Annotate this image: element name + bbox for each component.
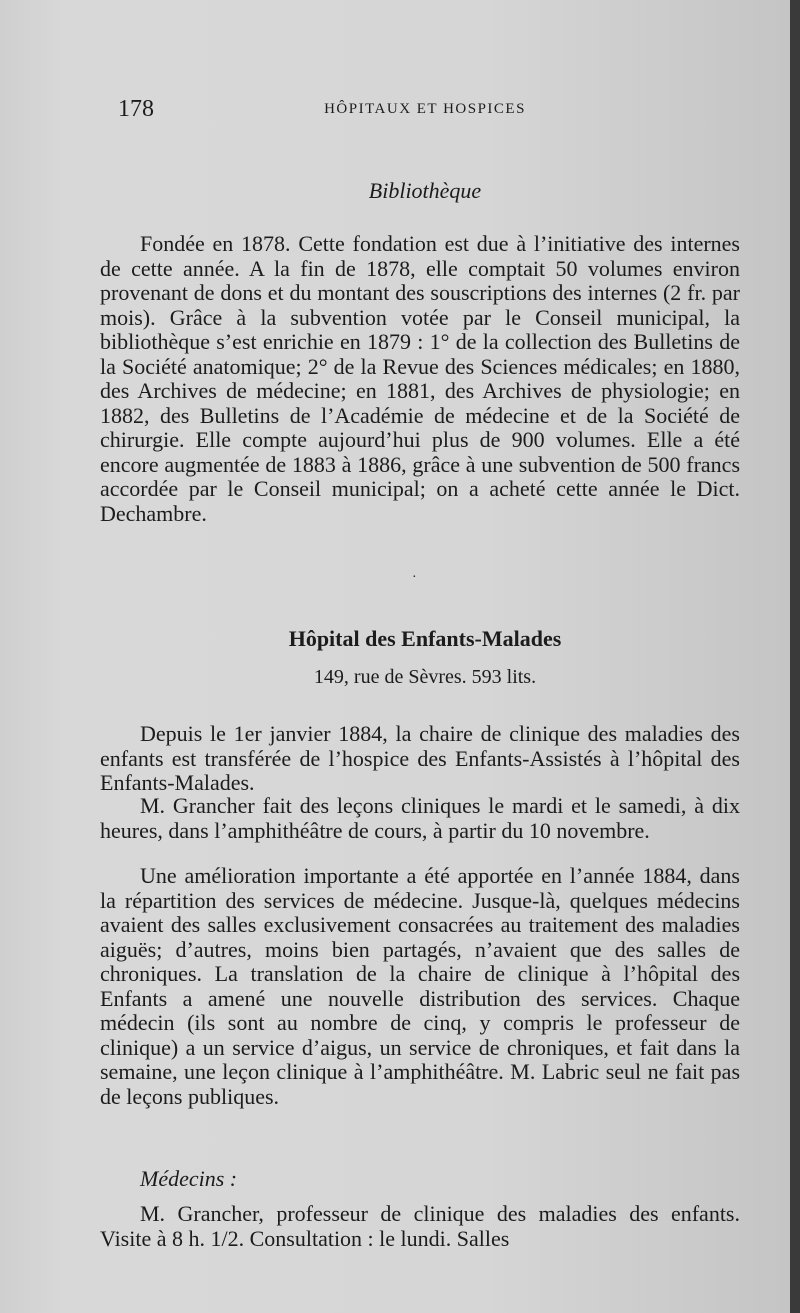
medecins-paragraph [100, 1202, 740, 1251]
page-edge-shadow [790, 0, 800, 1313]
hospital-text-3: Une amélioration importante a été apportée en l’année 1884, dans la répartition des services de médecine. Jusque-là, quelques médecins avaient des salles exclusivement consacrées au traitement des maladies aiguës; d’autres, moins bien partagés, n’avaient que des salles de chroniques. La translation de la chaire de clinique à l’hôpital des Enfants a amené une nouvelle distribution des services. Chaque médecin (ils sont au nombre de cinq, y compris le professeur de clinique) a un service d’aigus, un service de chroniques, et fait dans la semaine, une leçon clinique à l’amphithéâtre. M. Labric seul ne fait pas de leçons publiques. [100, 863, 740, 1109]
medecins-text: M. Grancher, professeur de clinique des maladies des enfants. Visite à 8 h. 1/2. Consultation : le lundi. Salles [100, 1201, 740, 1251]
medecins-heading: Médecins : [140, 1166, 238, 1191]
page-number: 178 [118, 96, 154, 122]
running-head: HÔPITAUX ET HOSPICES [324, 101, 526, 117]
bibliotheque-heading: Bibliothèque [368, 178, 482, 203]
bibliotheque-paragraph [100, 232, 740, 526]
bibliotheque-text: Fondée en 1878. Cette fondation est due à l’initiative des internes de cette année. A la fin de 1878, elle comptait 50 volumes environ provenant de dons et du montant des souscriptions des internes (2 fr. par mois). Grâce à la subvention votée par le Conseil municipal, la bibliothèque s’est enrichie en 1879 : 1° de la collection des Bulletins de la Société anatomique; 2° de la Revue des Sciences médicales; en 1880, des Archives de médecine; en 1881, des Archives de physiologie; en 1882, des Bulletins de l’Académie de médecine et de la Société de chirurgie. Elle compte aujourd’hui plus de 900 volumes. Elle a été encore augmentée de 1883 à 1886, grâce à une subvention de 500 francs accordée par le Conseil municipal; on a acheté cette année le Dict. Dechambre. [100, 231, 740, 526]
hospital-paragraph-3 [100, 864, 740, 1109]
hospital-text-2: M. Grancher fait des leçons cliniques le mardi et le samedi, à dix heures, dans l’amphithéâtre de cours, à partir du 10 novembre. [100, 793, 740, 843]
hospital-address: 149, rue de Sèvres. 593 lits. [313, 666, 537, 688]
hospital-text-1: Depuis le 1er janvier 1884, la chaire de clinique des maladies des enfants est transférée de l’hospice des Enfants-Assistés à l’hôpital des Enfants-Malades. [100, 721, 740, 795]
hospital-paragraph-1 [100, 722, 740, 796]
separator-dot: · [412, 570, 417, 585]
hospital-paragraph-2 [100, 794, 740, 843]
page-header [100, 96, 750, 126]
hospital-title: Hôpital des Enfants-Malades [288, 626, 562, 651]
